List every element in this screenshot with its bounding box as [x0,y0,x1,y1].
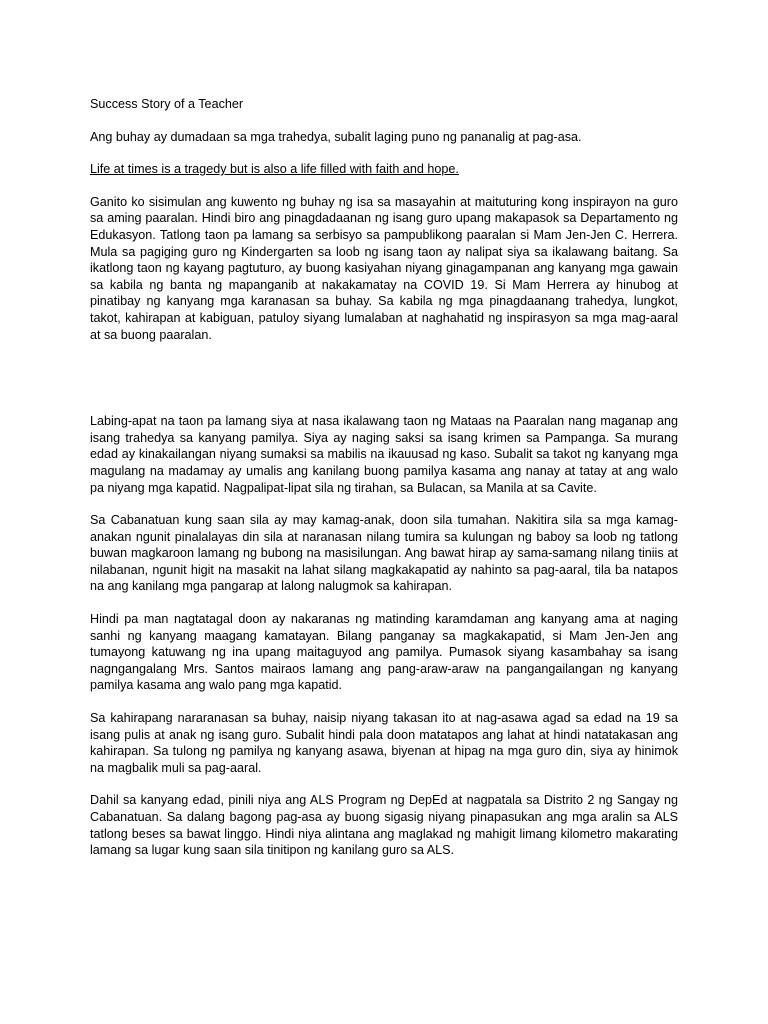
paragraph-tragedy: Labing-apat na taon pa lamang siya at nasa ikalawang taon ng Mataas na Paaralan nang maganap ang isang trahedya sa kanyang pamilya. Siya ay naging saksi sa isang krimen sa Pampanga. Sa murang edad ay kinakailangan niyang sumaksi sa mabilis na ikauusad ng kaso. Subalit sa takot ng kanyang mga magulang na madamay ay umalis ang kanilang buong pamilya kasama ang nanay at tatay at ang walo pa niyang mga kapatid. Nagpalipat-lipat sila ng tirahan, sa Bulacan, sa Manila at sa Cavite. [90,414,678,495]
paragraph-cabanatuan: Sa Cabanatuan kung saan sila ay may kamag-anak, doon sila tumahan. Nakitira sila sa mga kamag-anakan ngunit pinalalayas din sila at naranasan nilang tumira sa kulungan ng baboy sa loob ng tatlong buwan magkaroon lamang ng bubong na masisilungan. Ang bawat hirap ay sama-samang nilang tiniis at nilabanan, ngunit higit na masakit na lahat silang magkakapatid ay nahinto sa pag-aaral, tila ba natapos na ang kanilang mga pangarap at lalong nalugmok sa kahirapan. [90,513,678,594]
paragraph-father: Hindi pa man nagtatagal doon ay nakaranas ng matinding karamdaman ang kanyang ama at naging sanhi ng kanyang maagang kamatayan. Bilang panganay sa magkakapatid, si Mam Jen-Jen ang tumayong katuwang ng ina upang maitaguyod ang pamilya. Pumasok siyang kasambahay sa isang nagngangalang Mrs. Santos mairaos lamang ang pang-araw-araw na pangangailangan ng kanyang pamilya kasama ang walo pang mga kapatid. [90,612,678,693]
paragraph-marriage: Sa kahirapang nararanasan sa buhay, naisip niyang takasan ito at nag-asawa agad sa edad na 19 sa isang pulis at anak ng isang guro. Subalit hindi pala doon matatapos ang lahat at hindi natatakasan ang kahirapan. Sa tulong ng pamilya ng kanyang asawa, biyenan at hipag na mga guro din, siya ay hinimok na magbalik muli sa pag-aaral. [90,711,678,775]
paragraph-intro: Ganito ko sisimulan ang kuwento ng buhay ng isa sa masayahin at maituturing kong inspirayon na guro sa aming paaralan. Hindi biro ang pinagdadaanan ng isang guro upang makapasok sa Departamento ng Edukasyon. Tatlong taon pa lamang sa serbisyo sa pampublikong paaralan si Mam Jen-Jen C. Herrera. Mula sa pagiging guro ng Kindergarten sa loob ng isang taon ay nalipat siya sa ikalawang baitang. Sa ikatlong taon ng kayang pagtuturo, ay buong kasiyahan niyang ginagampanan ang kanyang mga gawain sa kabila ng banta ng mapanganib at nakakamatay na COVID 19. Si Mam Herrera ay hinubog at pinatibay ng kanyang mga karanasan sa buhay. Sa kabila ng mga pinagdaanang trahedya, lungkot, takot, kahirapan at kabiguan, patuloy siyang lumalaban at naghahatid ng inspirasyon sa mga mag-aaral at sa buong paaralan. [90,194,678,342]
document-title: Success Story of a Teacher [90,97,244,111]
section-gap [90,359,678,413]
document-body [90,96,678,875]
tagline-filipino: Ang buhay ay dumadaan sa mga trahedya, subalit laging puno ng pananalig at pag-asa. [90,129,582,144]
tagline-english: Life at times is a tragedy but is also a life filled with faith and hope. [90,162,459,177]
paragraph-als: Dahil sa kanyang edad, pinili niya ang ALS Program ng DepEd at nagpatala sa Distrito 2 ng Sangay ng Cabanatuan. Sa dalang bagong pag-asa ay buong sigasig niyang pinapasukan ang mga aralin sa ALS tatlong beses sa bawat linggo. Hindi niya alintana ang maglakad ng mahigit limang kilometro makarating lamang sa lugar kung saan sila tinitipon ng kanilang guro sa ALS. [90,793,678,858]
